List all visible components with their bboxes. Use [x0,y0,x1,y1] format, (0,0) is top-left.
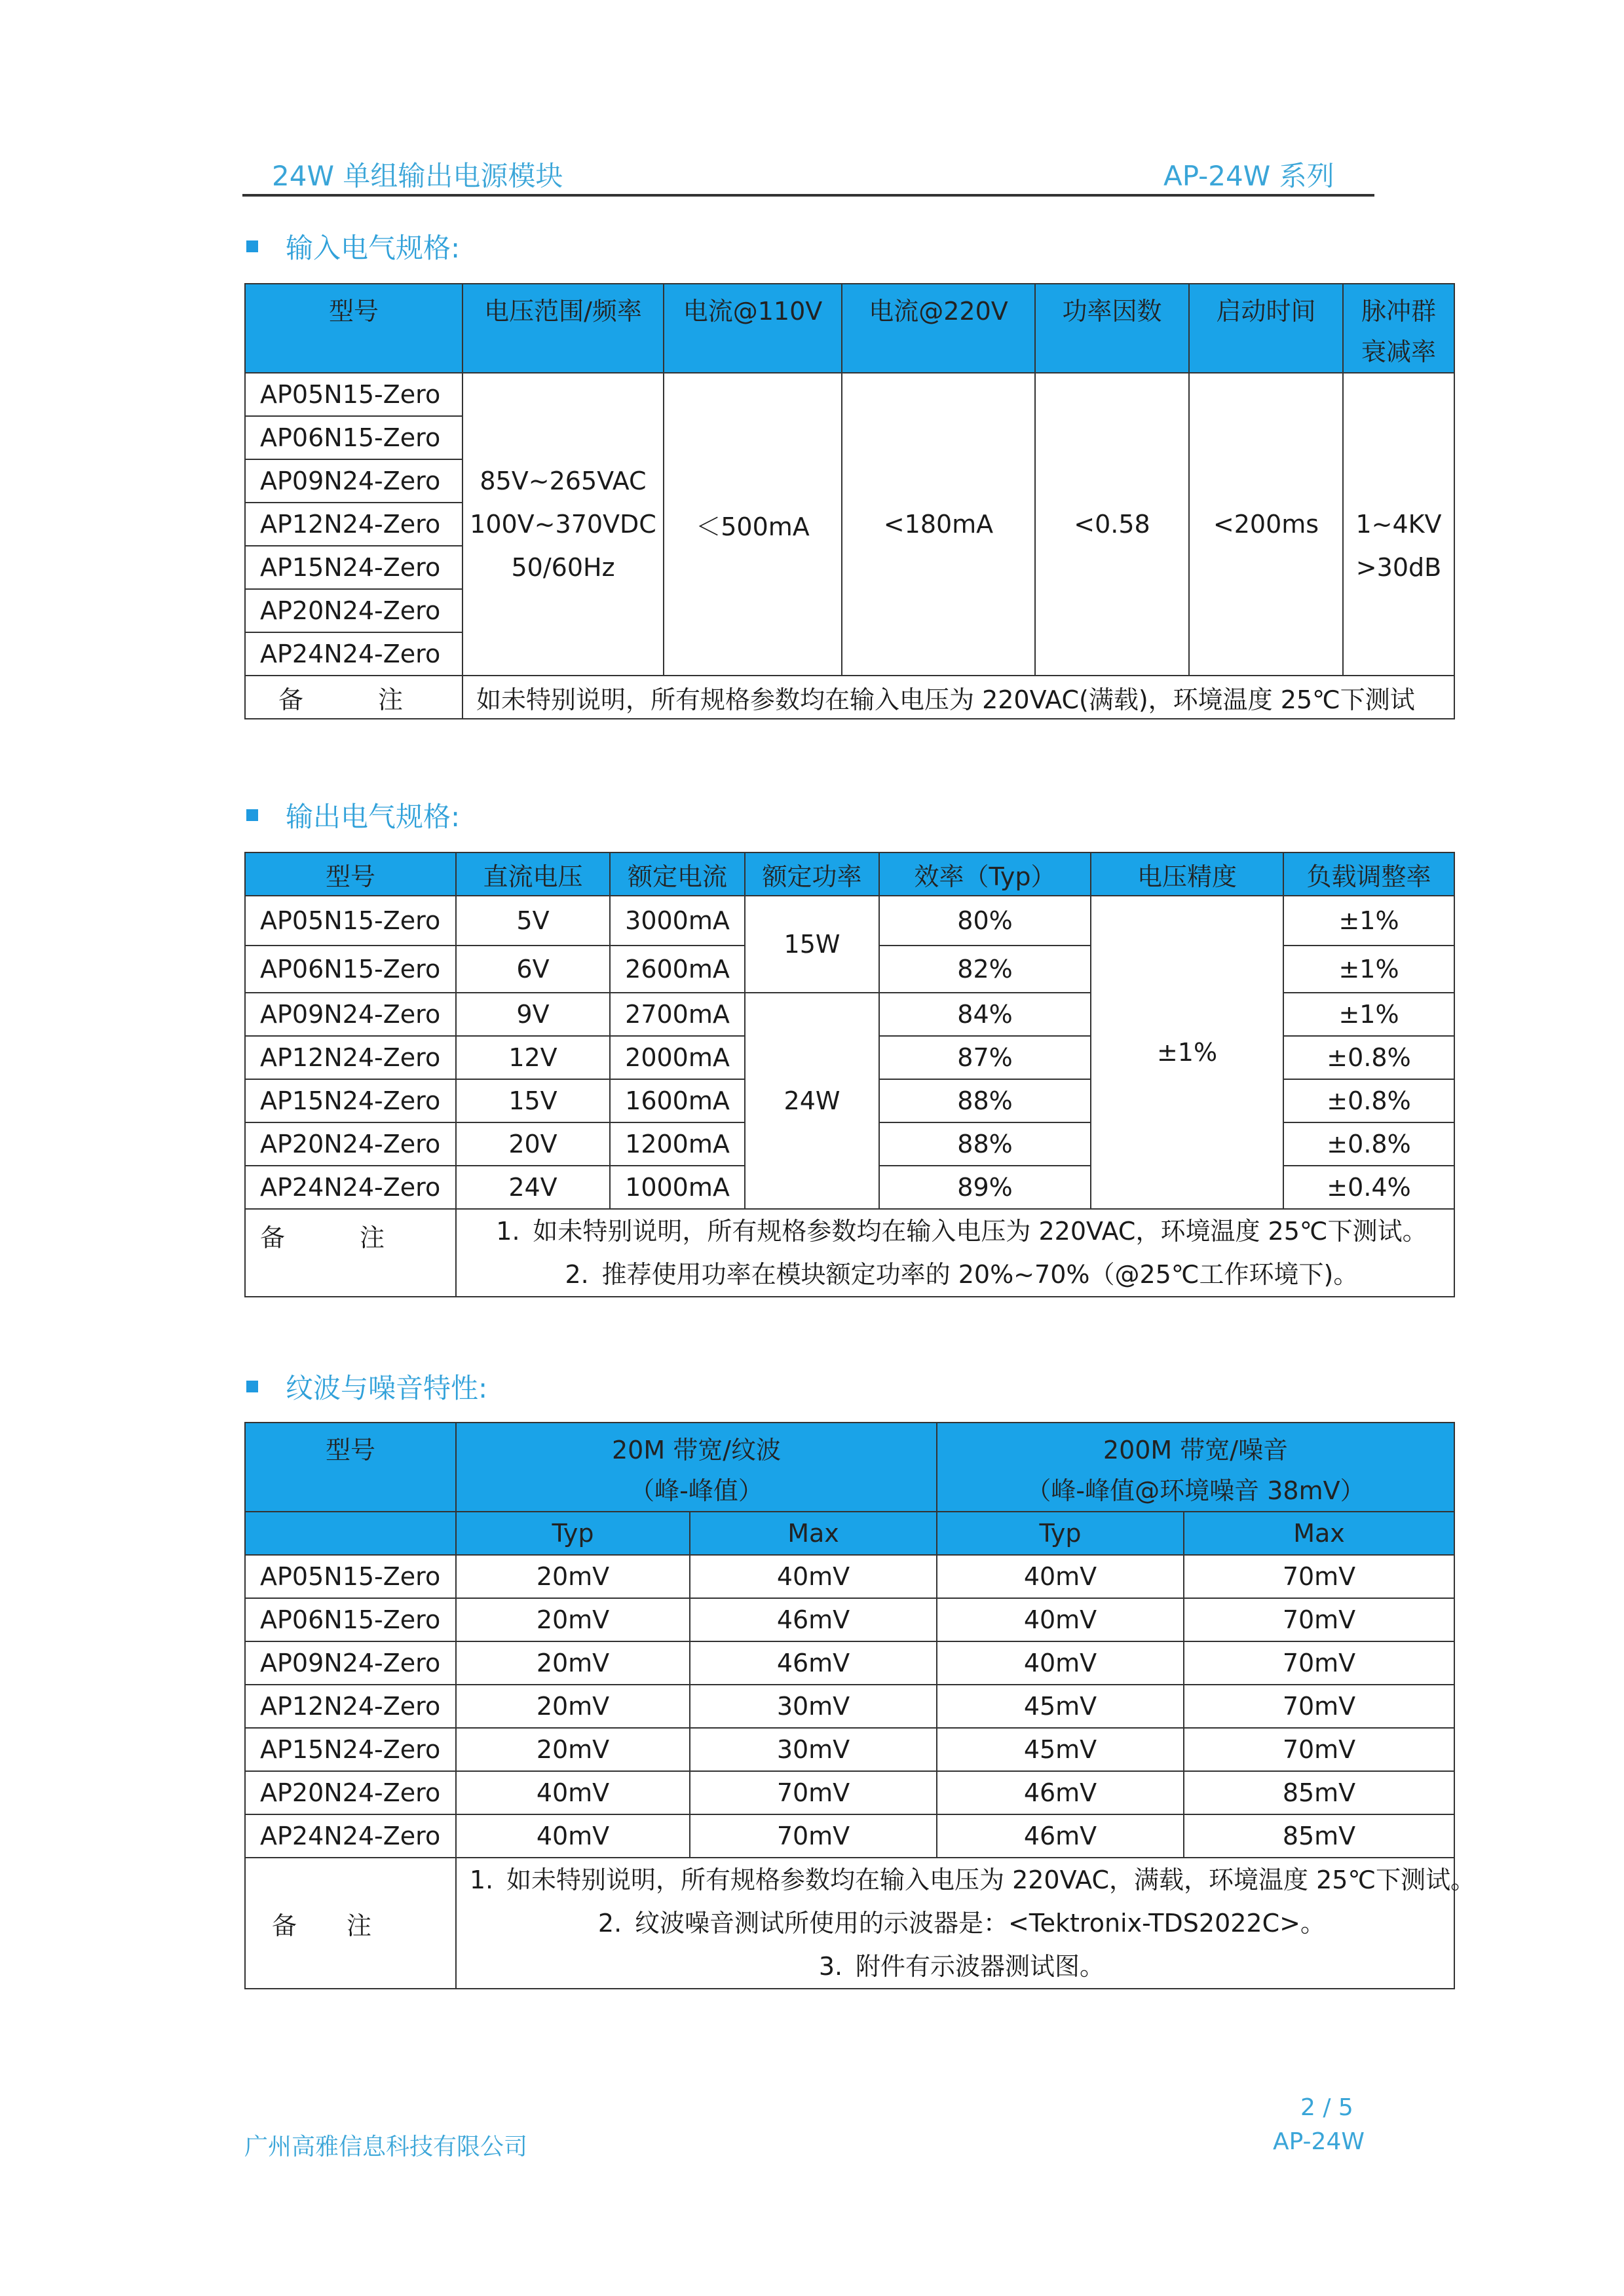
ripple-max-cell: 46mV [690,1641,937,1685]
current-cell: 1000mA [610,1166,745,1209]
model-cell: AP24N24-Zero [245,1166,456,1209]
series-label: AP-24W 系列 [1163,160,1334,192]
startup-time-cell: <200ms [1189,373,1343,676]
noise-max-cell: 70mV [1184,1685,1454,1728]
model-cell: AP05N15-Zero [245,1555,456,1598]
noise-typ-cell: 40mV [937,1641,1184,1685]
note-item [457,1858,1476,1902]
load-reg-cell: ±0.4% [1283,1166,1454,1209]
header-divider [242,194,1374,197]
power-factor-cell: <0.58 [1035,373,1189,676]
sub-header-cell: Max [1184,1512,1454,1555]
load-reg-cell: ±0.8% [1283,1122,1454,1166]
ripple-typ-cell: 20mV [456,1685,690,1728]
header-line: （峰-峰值） [630,1476,763,1505]
company-name: 广州高雅信息科技有限公司 [244,2133,528,2160]
voltage-line: 85V~265VAC [480,467,647,495]
voltage-cell: 20V [456,1122,610,1166]
efficiency-cell: 87% [879,1036,1091,1079]
header-cell: 电压精度 [1091,852,1283,896]
note-label: 备 注 [245,1209,456,1297]
page-number: 2 / 5 [1300,2094,1353,2121]
ripple-max-cell: 70mV [690,1814,937,1858]
load-reg-cell: ±1% [1283,946,1454,993]
efficiency-cell: 88% [879,1122,1091,1166]
model-cell: AP15N24-Zero [245,546,463,589]
ripple-typ-cell: 20mV [456,1641,690,1685]
header-cell-empty [245,1512,456,1555]
ripple-max-cell: 70mV [690,1771,937,1814]
power-cell: 24W [745,993,879,1209]
header-line: 脉冲群 [1361,297,1436,326]
header-cell-ripple [456,1423,937,1512]
voltage-cell: 5V [456,896,610,946]
input-section-title-text: 输入电气规格: [286,232,461,264]
note-text: 如未特别说明，所有规格参数均在输入电压为 220VAC，满载，环境温度 25℃下测试。 [506,1866,1476,1894]
noise-typ-cell: 45mV [937,1685,1184,1728]
model-cell: AP09N24-Zero [245,459,463,503]
accuracy-cell: ±1% [1091,896,1283,1209]
note-item [457,1253,1454,1296]
voltage-cell: 12V [456,1036,610,1079]
efficiency-cell: 80% [879,896,1091,946]
noise-max-cell: 70mV [1184,1555,1454,1598]
voltage-line: 50/60Hz [511,553,615,582]
output-section-title-text: 输出电气规格: [286,801,461,833]
voltage-cell: 6V [456,946,610,993]
note-text: 推荐使用功率在模块额定功率的 20%~70%（@25℃工作环境下)。 [601,1260,1359,1289]
noise-typ-cell: 40mV [937,1555,1184,1598]
header-cell: 电压范围/频率 [463,284,664,373]
sub-header-cell: Typ [456,1512,690,1555]
header-cell: 直流电压 [456,852,610,896]
model-cell: AP20N24-Zero [245,589,463,632]
current-cell: 2600mA [610,946,745,993]
input-spec-table [244,283,1455,719]
model-cell: AP12N24-Zero [245,1685,456,1728]
efficiency-cell: 84% [879,993,1091,1036]
noise-max-cell: 85mV [1184,1814,1454,1858]
header-cell: 电流@220V [842,284,1035,373]
header-line: 衰减率 [1361,337,1436,366]
note-number: 1. [496,1217,520,1246]
header-cell: 启动时间 [1189,284,1343,373]
current-220-cell: <180mA [842,373,1035,676]
ripple-max-cell: 46mV [690,1598,937,1641]
header-cell: 功率因数 [1035,284,1189,373]
efficiency-cell: 88% [879,1079,1091,1122]
model-cell: AP15N24-Zero [245,1079,456,1122]
pulse-cell [1343,373,1454,676]
voltage-range-cell [463,373,664,676]
model-cell: AP06N15-Zero [245,416,463,459]
noise-typ-cell: 46mV [937,1771,1184,1814]
model-cell: AP09N24-Zero [245,993,456,1036]
note-number: 3. [818,1952,843,1981]
input-section-title [246,227,460,266]
model-cell: AP09N24-Zero [245,1641,456,1685]
bullet-square-icon [246,240,258,252]
note-number: 2. [597,1909,622,1938]
header-cell: 电流@110V [664,284,842,373]
note-label: 备 注 [245,1858,456,1989]
notes-cell [456,1209,1454,1297]
model-cell: AP06N15-Zero [245,1598,456,1641]
pulse-line: 1~4KV [1355,510,1442,539]
model-cell: AP12N24-Zero [245,503,463,546]
model-cell: AP20N24-Zero [245,1122,456,1166]
ripple-max-cell: 30mV [690,1685,937,1728]
noise-max-cell: 70mV [1184,1641,1454,1685]
sub-header-cell: Max [690,1512,937,1555]
ripple-typ-cell: 20mV [456,1728,690,1771]
voltage-line: 100V~370VDC [470,510,656,539]
model-cell: AP12N24-Zero [245,1036,456,1079]
note-text: 纹波噪音测试所使用的示波器是：<Tektronix-TDS2022C>。 [635,1909,1325,1938]
model-cell: AP05N15-Zero [245,896,456,946]
noise-typ-cell: 45mV [937,1728,1184,1771]
current-cell: 3000mA [610,896,745,946]
ripple-section-title-text: 纹波与噪音特性: [286,1372,488,1404]
header-line: （峰-峰值@环境噪音 38mV） [1026,1476,1365,1505]
efficiency-cell: 82% [879,946,1091,993]
header-cell-pulse [1343,284,1454,373]
model-cell: AP15N24-Zero [245,1728,456,1771]
footer-model: AP-24W [1273,2128,1365,2155]
note-label: 备 注 [245,676,463,719]
note-text: 如未特别说明，所有规格参数均在输入电压为 220VAC(满载)，环境温度 25℃下测试 [463,676,1454,719]
current-110-cell: ＜500mA [664,373,842,676]
document-title: 24W 单组输出电源模块 [272,160,563,192]
ripple-max-cell: 40mV [690,1555,937,1598]
voltage-cell: 9V [456,993,610,1036]
note-number: 1. [469,1866,494,1894]
ripple-typ-cell: 40mV [456,1771,690,1814]
output-spec-table [244,852,1455,1297]
model-cell: AP05N15-Zero [245,373,463,416]
ripple-noise-table [244,1422,1476,1989]
current-cell: 2700mA [610,993,745,1036]
header-line: 20M 带宽/纹波 [611,1436,782,1464]
ripple-typ-cell: 40mV [456,1814,690,1858]
voltage-cell: 24V [456,1166,610,1209]
ripple-typ-cell: 20mV [456,1598,690,1641]
header-cell: 额定电流 [610,852,745,896]
header-cell: 额定功率 [745,852,879,896]
voltage-cell: 15V [456,1079,610,1122]
model-cell: AP24N24-Zero [245,1814,456,1858]
header-cell-noise [937,1423,1454,1512]
note-item [457,1945,1454,1988]
ripple-typ-cell: 20mV [456,1555,690,1598]
bullet-square-icon [246,1381,258,1392]
notes-cell [456,1858,1476,1989]
pulse-line: >30dB [1355,553,1442,582]
load-reg-cell: ±0.8% [1283,1036,1454,1079]
current-cell: 1600mA [610,1079,745,1122]
power-cell: 15W [745,896,879,993]
header-cell: 负载调整率 [1283,852,1454,896]
model-cell: AP24N24-Zero [245,632,463,676]
current-cell: 2000mA [610,1036,745,1079]
note-item [457,1902,1454,1945]
load-reg-cell: ±1% [1283,896,1454,946]
model-cell: AP20N24-Zero [245,1771,456,1814]
load-reg-cell: ±0.8% [1283,1079,1454,1122]
model-cell: AP06N15-Zero [245,946,456,993]
current-cell: 1200mA [610,1122,745,1166]
sub-header-cell: Typ [937,1512,1184,1555]
header-cell: 型号 [245,284,463,373]
note-text: 如未特别说明，所有规格参数均在输入电压为 220VAC，环境温度 25℃下测试。 [533,1217,1427,1246]
bullet-square-icon [246,809,258,821]
noise-max-cell: 85mV [1184,1771,1454,1814]
header-line: 200M 带宽/噪音 [1103,1436,1289,1464]
header-cell: 型号 [245,852,456,896]
efficiency-cell: 89% [879,1166,1091,1209]
noise-max-cell: 70mV [1184,1728,1454,1771]
load-reg-cell: ±1% [1283,993,1454,1036]
noise-typ-cell: 40mV [937,1598,1184,1641]
noise-max-cell: 70mV [1184,1598,1454,1641]
header-cell: 效率（Typ） [879,852,1091,896]
note-text: 附件有示波器测试图。 [856,1952,1105,1981]
ripple-max-cell: 30mV [690,1728,937,1771]
note-item [457,1210,1454,1253]
ripple-section-title [246,1367,487,1406]
noise-typ-cell: 46mV [937,1814,1184,1858]
output-section-title [246,795,460,835]
header-cell: 型号 [245,1423,456,1512]
note-number: 2. [565,1260,589,1289]
